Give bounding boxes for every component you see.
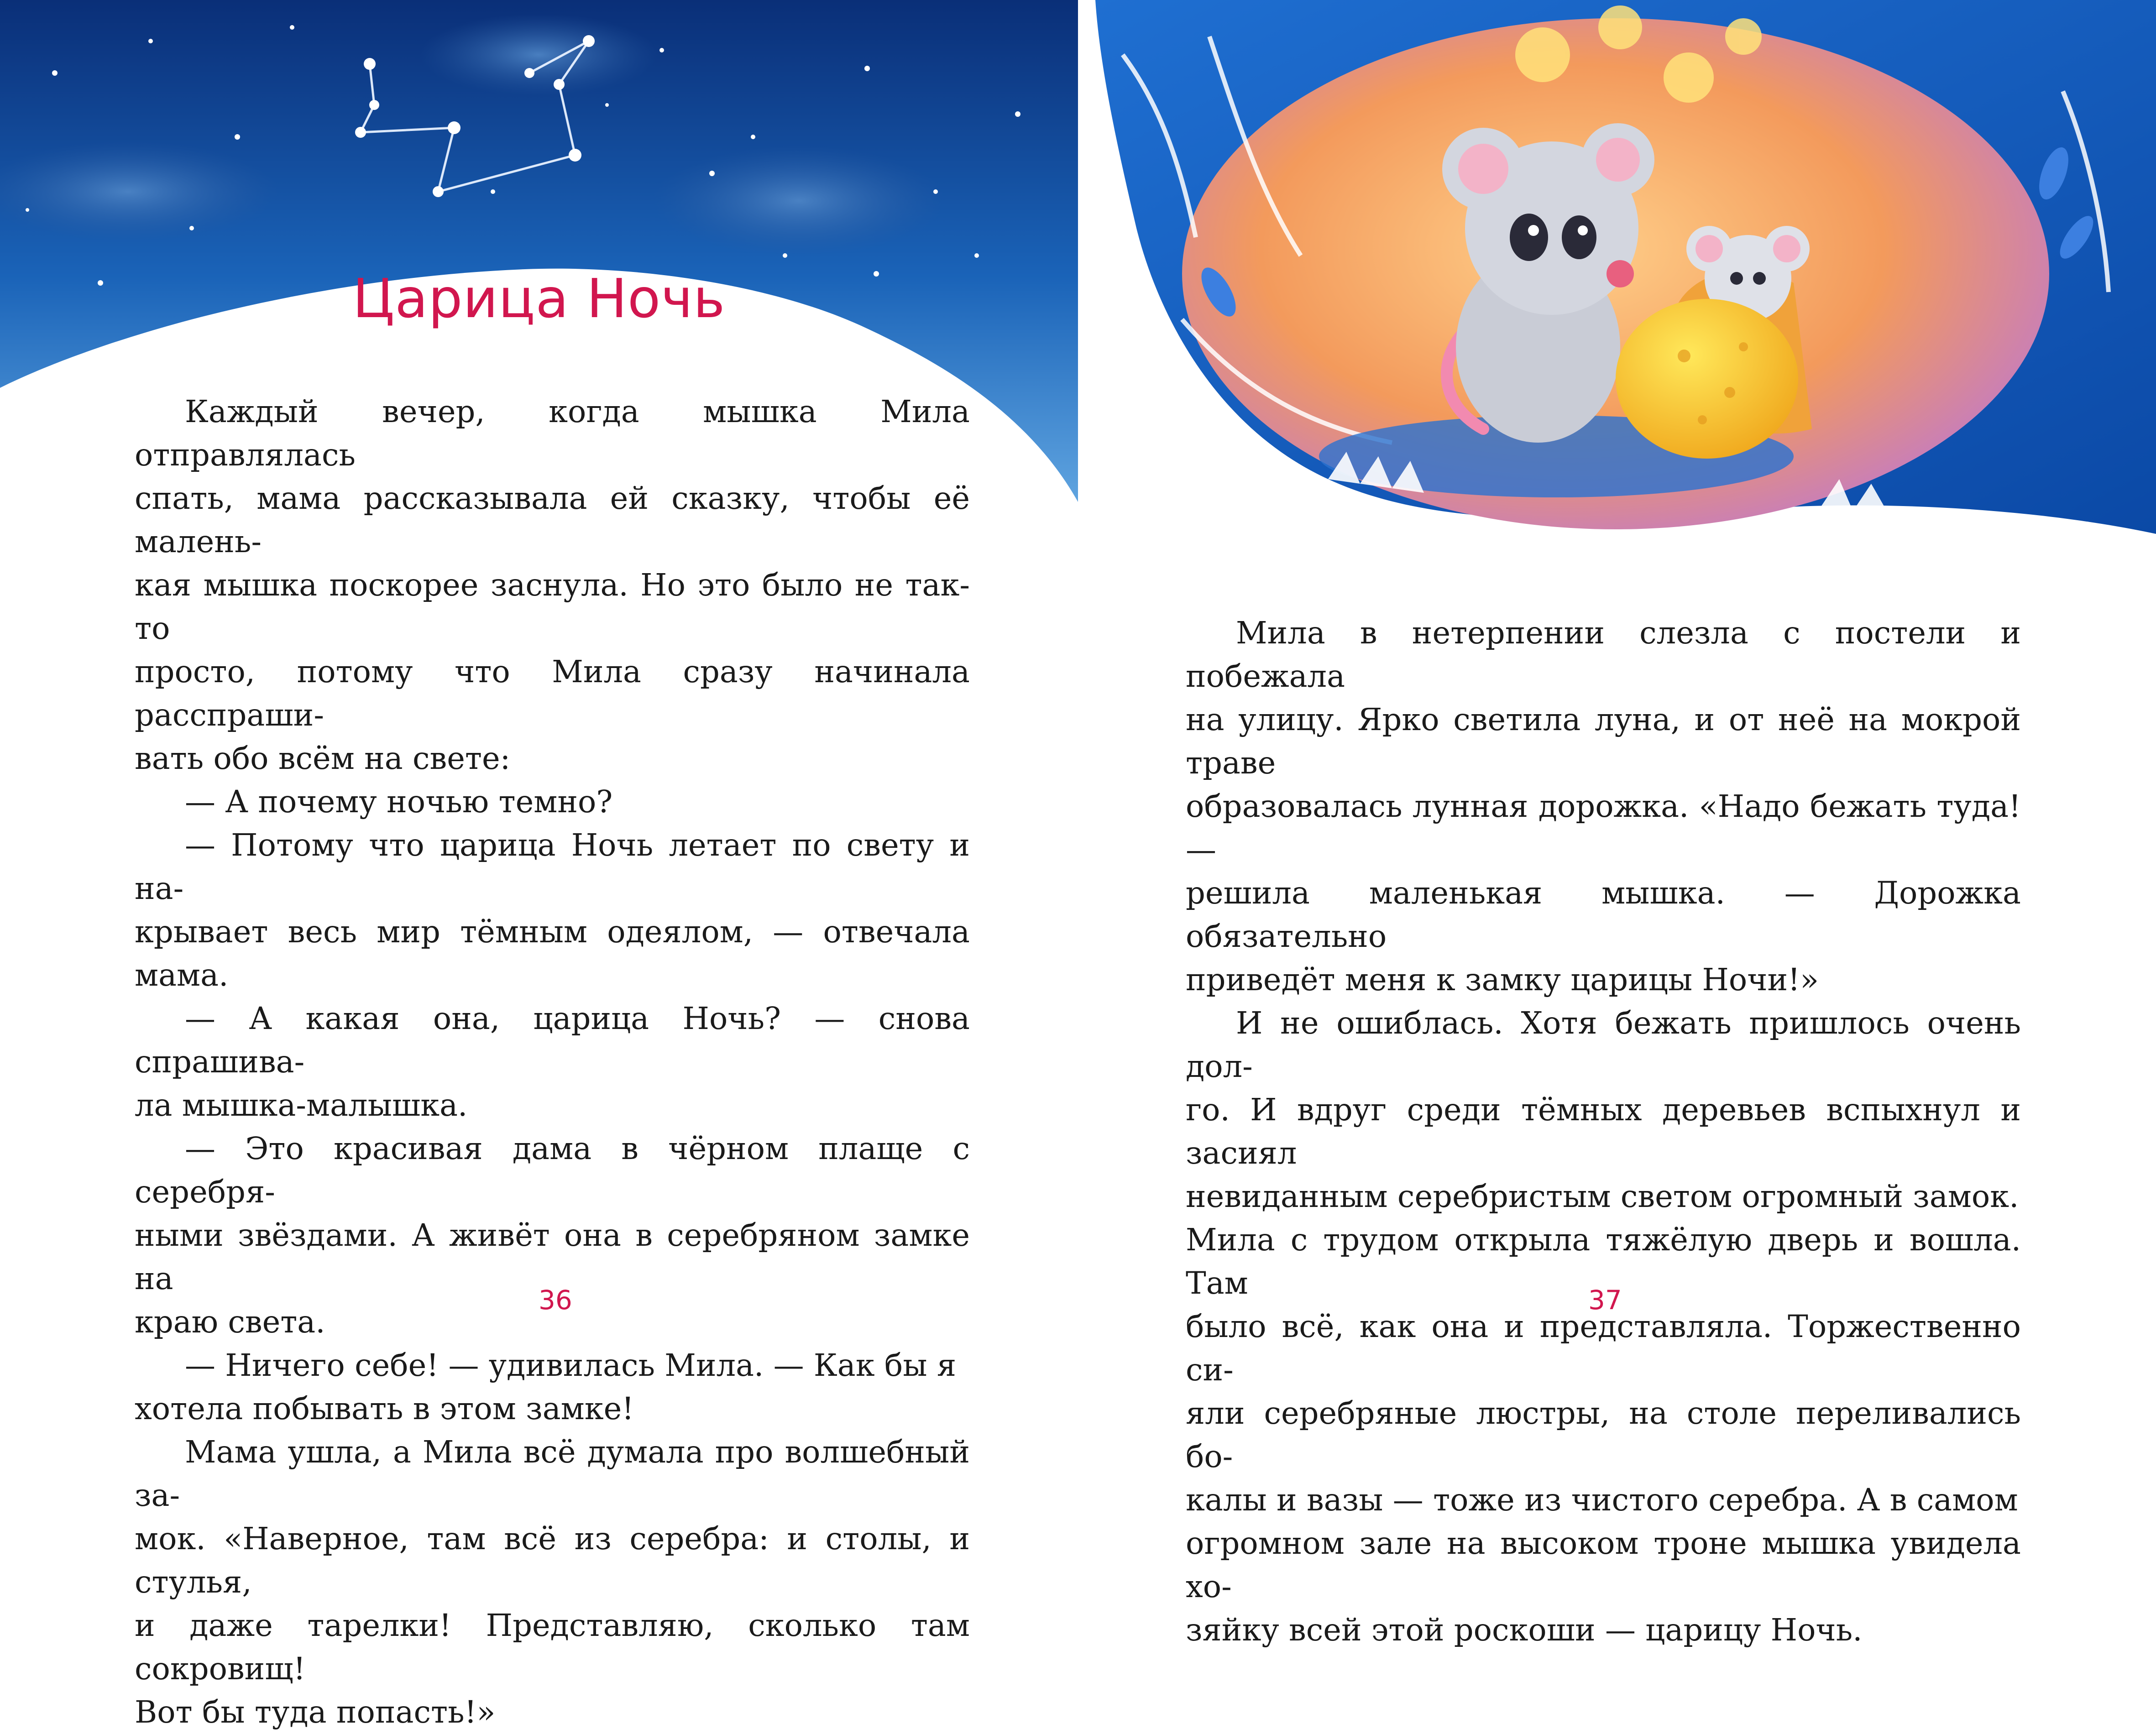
text-line: Мила в нетерпении слезла с постели и побежала	[1186, 615, 2021, 694]
text-line: невиданным серебристым светом огромный замок.	[1186, 1179, 2019, 1214]
text-line: краю света.	[135, 1304, 325, 1340]
text-line: спать, мама рассказывала ей сказку, чтобы её малень-	[135, 481, 970, 559]
text-line: ными звёздами. А живёт она в серебряном замке на	[135, 1217, 970, 1296]
text-line: калы и вазы — тоже из чистого серебра. А в самом	[1186, 1482, 2018, 1518]
page-number-right: 37	[1588, 1285, 1622, 1316]
text-line: просто, потому что Мила сразу начинала расспраши-	[135, 654, 970, 733]
text-line: и даже тарелки! Представляю, сколько там сокровищ!	[135, 1608, 970, 1687]
right-page-text	[1186, 611, 2021, 1652]
text-line: — Потому что царица Ночь летает по свету и на-	[135, 827, 970, 906]
text-line: ла мышка-малышка.	[135, 1087, 468, 1123]
page-number-left: 36	[539, 1285, 572, 1316]
text-line: зяйку всей этой роскоши — царицу Ночь.	[1186, 1612, 1863, 1648]
text-line: Мама ушла, а Мила всё думала про волшебный за-	[135, 1434, 970, 1513]
text-line: Каждый вечер, когда мышка Мила отправлялась	[135, 394, 970, 473]
text-line: мок. «Наверное, там всё из серебра: и столы, и стулья,	[135, 1521, 970, 1600]
mice-illustration	[1045, 0, 2156, 538]
text-line: решила маленькая мышка. — Дорожка обязательно	[1186, 875, 2021, 954]
text-line: огромном зале на высоком троне мышка увидела хо-	[1186, 1525, 2021, 1604]
text-line: Мила с трудом открыла тяжёлую дверь и вошла. Там	[1186, 1222, 2021, 1301]
text-line: хотела побывать в этом замке!	[135, 1391, 634, 1426]
text-line: яли серебряные люстры, на столе переливались бо-	[1186, 1395, 2021, 1474]
text-line: образовалась лунная дорожка. «Надо бежать туда! —	[1186, 789, 2021, 867]
text-line: кая мышка поскорее заснула. Но это было не так-то	[135, 567, 970, 646]
text-line: было всё, как она и представляла. Торжественно си-	[1186, 1309, 2021, 1388]
text-line: на улицу. Ярко светила луна, и от неё на мокрой траве	[1186, 702, 2021, 781]
text-line: крывает весь мир тёмным одеялом, — отвечала мама.	[135, 914, 970, 993]
text-line: — А какая она, царица Ночь? — снова спрашива-	[135, 1001, 970, 1080]
text-line: — Ничего себе! — удивилась Мила. — Как бы я	[185, 1348, 957, 1383]
text-line: вать обо всём на свете:	[135, 741, 511, 776]
left-page-text	[135, 390, 970, 1734]
text-line: И не ошиблась. Хотя бежать пришлось очень дол-	[1186, 1005, 2021, 1084]
text-line: — Это красивая дама в чёрном плаще с серебря-	[135, 1131, 970, 1210]
night-sky-illustration	[0, 0, 1078, 411]
text-line: Вот бы туда попасть!»	[135, 1694, 496, 1730]
page-title: Царица Ночь	[352, 267, 726, 330]
text-line: приведёт меня к замку царицы Ночи!»	[1186, 962, 1819, 998]
text-line: — А почему ночью темно?	[185, 784, 613, 820]
text-line: го. И вдруг среди тёмных деревьев вспыхнул и засиял	[1186, 1092, 2021, 1171]
